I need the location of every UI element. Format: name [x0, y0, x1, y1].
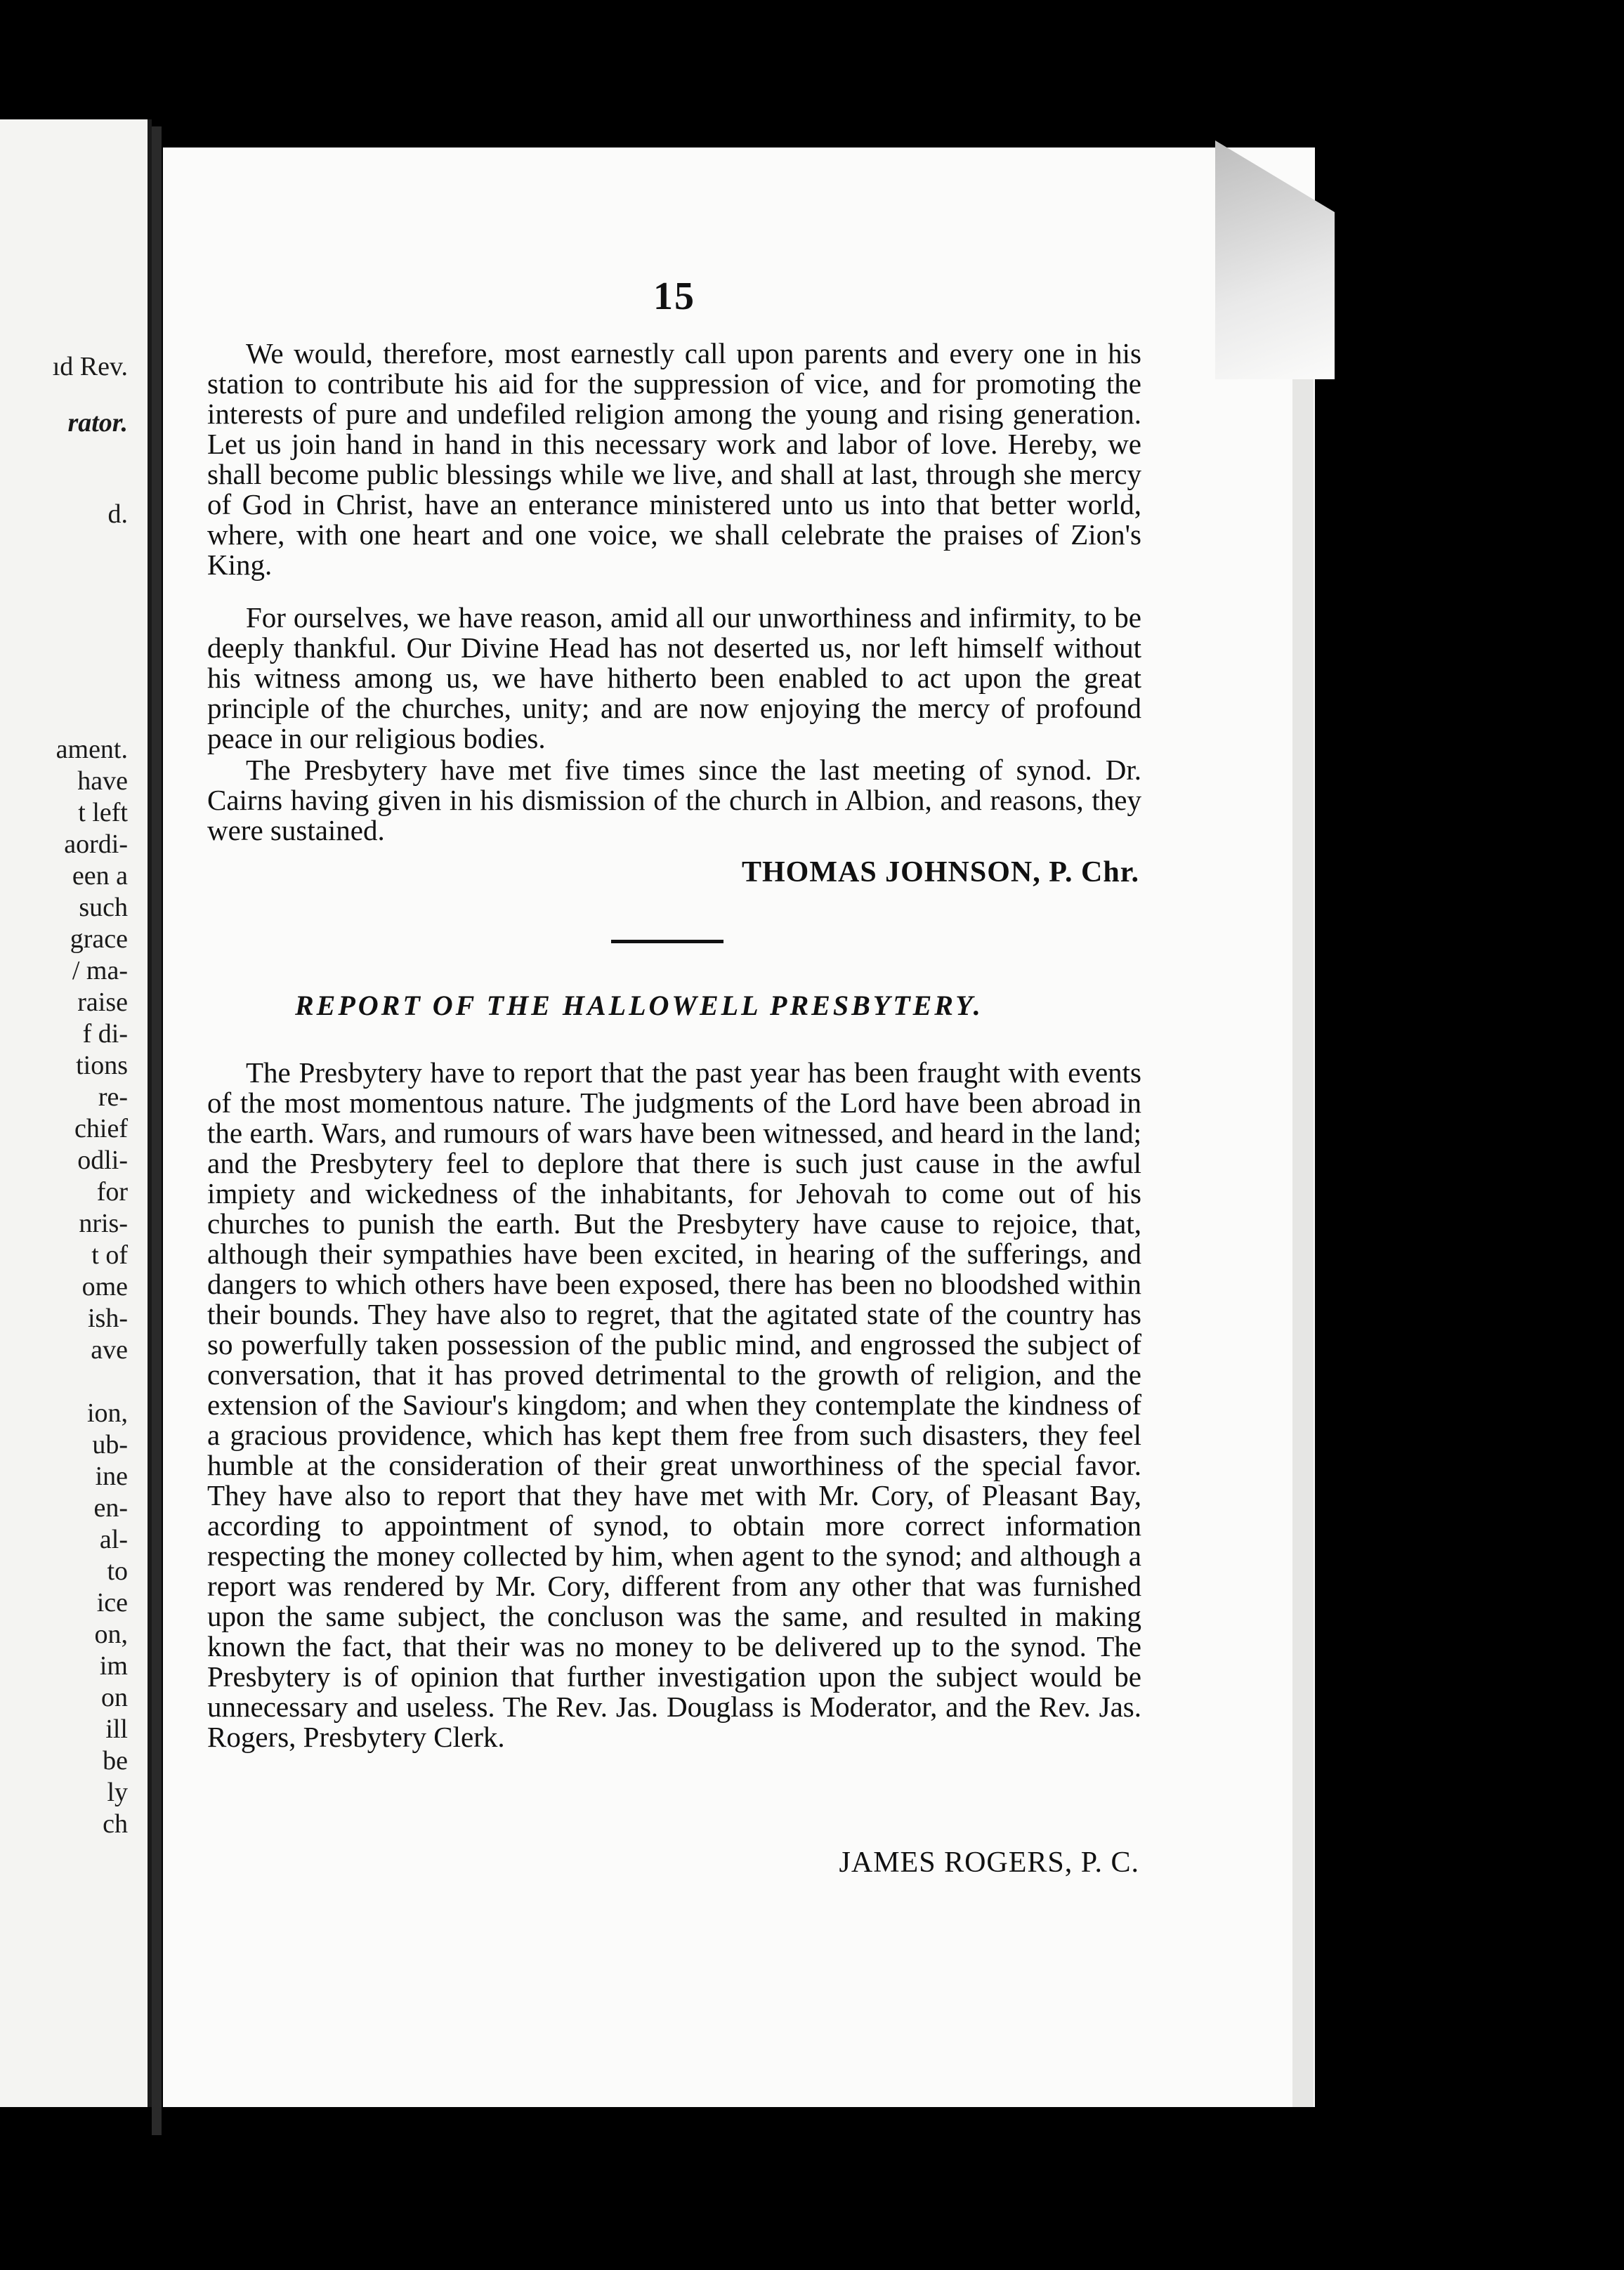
left-fragment: for: [96, 1177, 128, 1207]
left-fragment: odli-: [77, 1146, 128, 1175]
left-fragment: f di-: [82, 1019, 128, 1049]
left-fragment: al-: [99, 1525, 128, 1554]
left-fragment: ıd Rev.: [52, 352, 128, 381]
page-corner-fold: [1215, 140, 1335, 379]
signature-james-rogers: JAMES ROGERS, P. C.: [839, 1846, 1139, 1879]
left-fragment: ion,: [86, 1398, 128, 1428]
paragraph-text: The Presbytery have met five times since the last meeting of synod. Dr. Cairns having given in his dismission of the church in Albion, and reasons, they were sustained.: [207, 754, 1141, 846]
left-fragment: d.: [107, 499, 128, 529]
signature-thomas-johnson: THOMAS JOHNSON, P. Chr.: [742, 856, 1139, 888]
left-facing-page: [0, 119, 152, 2107]
left-fragment: t of: [91, 1240, 128, 1270]
section-divider: [611, 940, 723, 943]
book-gutter: [152, 126, 162, 2135]
left-fragment: ill: [105, 1714, 128, 1744]
page-number: 15: [653, 275, 695, 318]
left-fragment: chief: [74, 1114, 128, 1143]
paragraph-text: We would, therefore, most earnestly call upon parents and every one in his station to contribute his aid for the suppression of vice, and for promoting the interests of pure and undefiled religion among the young and rising generation. Let us join hand in hand in this necessary work and labor of love. Hereby, we shall become public blessings while we live, and shall at last, through she mercy of God in Christ, have an enterance ministered unto us into that better world, where, with one heart and one voice, we shall celebrate the praises of Zion's King.: [207, 337, 1141, 581]
left-fragment: have: [77, 766, 128, 796]
paragraph-text: For ourselves, we have reason, amid all our unworthiness and infirmity, to be deeply thankful. Our Divine Head has not deserted us, nor left himself without his witness among us, we have hitherto been enabled to act upon the great principle of the churches, unity; and are now enjoying the mercy of profound peace in our religious bodies.: [207, 601, 1141, 754]
left-fragment: ly: [107, 1778, 128, 1807]
left-fragment: rator.: [67, 408, 128, 438]
left-fragment: ave: [91, 1335, 128, 1365]
left-fragment: tions: [76, 1051, 128, 1080]
left-fragment: grace: [70, 924, 128, 954]
left-fragment: ome: [81, 1272, 128, 1301]
left-fragment: nris-: [79, 1209, 128, 1238]
left-fragment: aordi-: [64, 829, 128, 859]
section-heading: REPORT OF THE HALLOWELL PRESBYTERY.: [295, 990, 983, 1021]
paragraph: [207, 603, 1141, 754]
left-fragment: t left: [78, 798, 128, 827]
left-fragment: een a: [72, 861, 128, 891]
left-fragment: ine: [95, 1462, 128, 1491]
left-fragment: to: [107, 1556, 128, 1586]
paragraph: [207, 339, 1141, 580]
page-edge: [1292, 379, 1314, 2107]
left-fragment: such: [79, 893, 128, 922]
report-text: The Presbytery have to report that the past year has been fraught with events of the most momentous nature. The judgments of the Lord have been abroad in the earth. Wars, and rumours of wars have been witnessed, and heard in the land; and the Presbytery feel to deplore that there is such just cause in the awful impiety and wickedness of the inhabitants, for Jehovah to come out of his churches to punish the earth. But the Presbytery have cause to rejoice, that, although their sympathies have been excited, in hearing of the sufferings, and dangers to which others have been exposed, there has been no bloodshed within their bounds. They have also to regret, that the agitated state of the country has so powerfully taken possession of the public mind, and engrossed the subject of conversation, that it has proved detrimental to the growth of religion, and the extension of the Saviour's kingdom; and when they contemplate the kindness of a gracious providence, which has kept them free from such disasters, they feel humble at the consideration of their great unworthiness of the special favor. They have also to report that they have met with Mr. Cory, of Pleasant Bay, according to appointment of synod, to obtain more correct information respecting the money collected by him, when agent to the synod; and although a report was rendered by Mr. Cory, different from any other that was furnished upon the same subject, the concluson was the same, and resulted in making known the fact, that their was no money to be delivered up to the synod. The Presbytery is of opinion that further investigation upon the subject would be unnecessary and useless. The Rev. Jas. Douglass is Moderator, and the Rev. Jas. Rogers, Presbytery Clerk.: [207, 1056, 1141, 1753]
left-fragment: ch: [103, 1809, 128, 1839]
left-fragment: be: [103, 1746, 128, 1776]
left-fragment: re-: [98, 1082, 128, 1112]
report-paragraph: [207, 1058, 1141, 1752]
left-fragment: ament.: [55, 735, 128, 764]
left-fragment: / ma-: [72, 956, 128, 985]
left-fragment: on: [101, 1683, 128, 1712]
left-fragment: ish-: [88, 1304, 128, 1333]
left-fragment: ice: [96, 1588, 128, 1618]
left-fragment: raise: [77, 988, 128, 1017]
left-fragment: im: [99, 1651, 128, 1681]
paragraph: [207, 755, 1141, 846]
left-fragment: en-: [93, 1493, 128, 1523]
left-fragment: on,: [94, 1620, 128, 1649]
left-fragment: ub-: [92, 1430, 128, 1459]
